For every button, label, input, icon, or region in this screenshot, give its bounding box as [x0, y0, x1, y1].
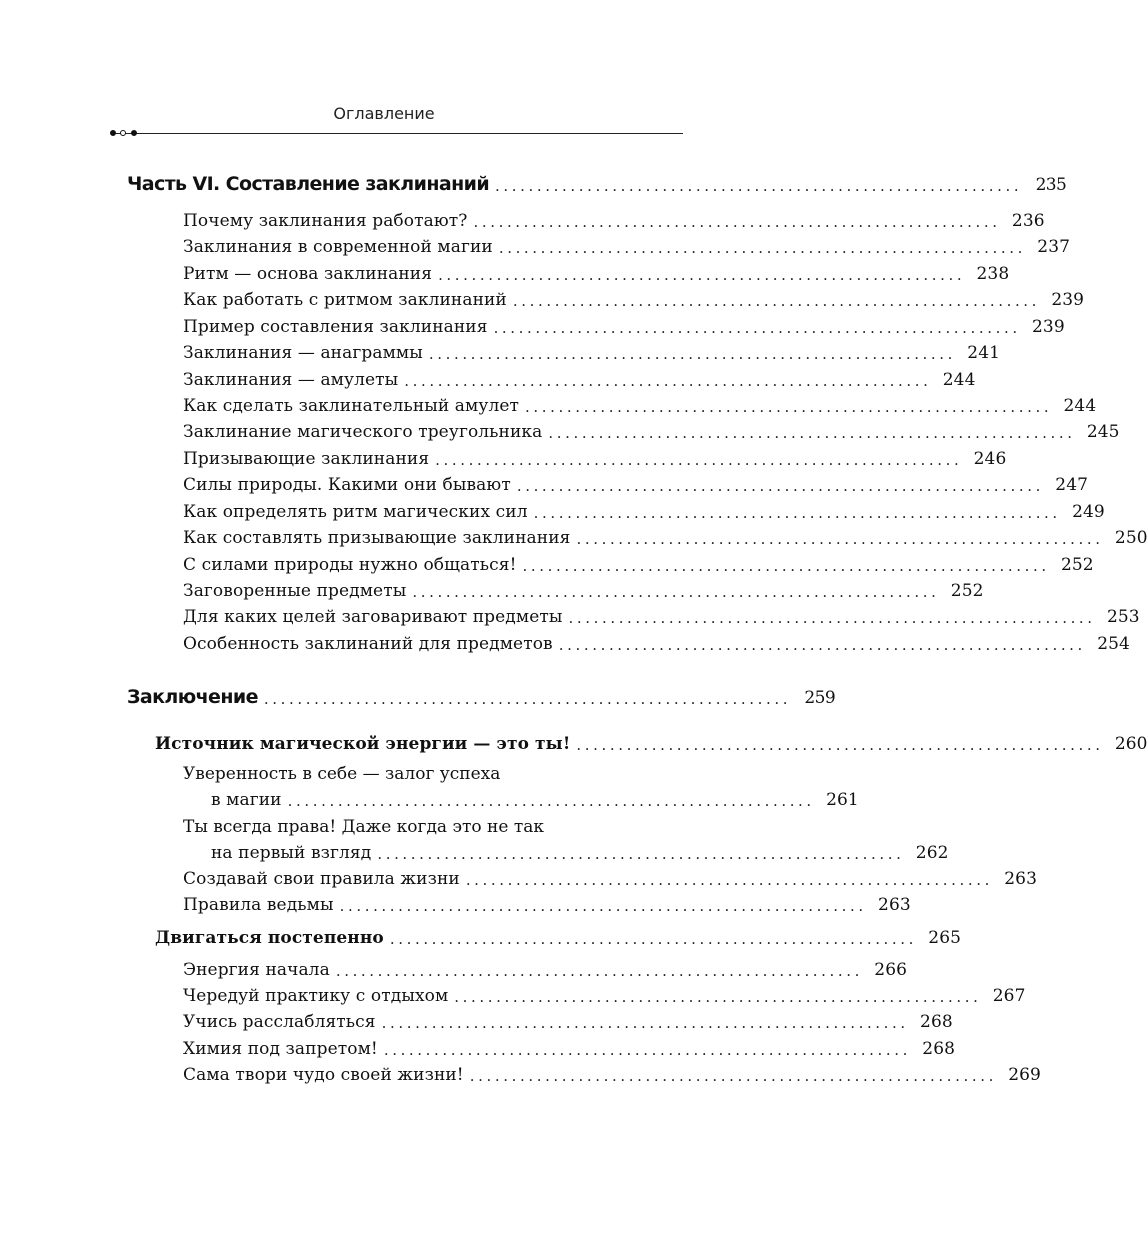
toc-page: 265 — [928, 928, 962, 948]
toc-entry[interactable] — [183, 264, 1010, 284]
toc-page: 249 — [1072, 502, 1105, 522]
toc-entry[interactable] — [183, 634, 1130, 654]
toc-page: 252 — [1060, 555, 1094, 575]
toc-title: Заклинания — анаграммы — [183, 343, 423, 363]
toc-entry[interactable] — [183, 211, 1045, 231]
toc-entry[interactable] — [183, 960, 908, 980]
toc-page: 244 — [1063, 396, 1097, 416]
dot-leader: ............................................................... — [335, 962, 864, 980]
toc-title: Правила ведьмы — [183, 895, 334, 915]
toc-chapter[interactable] — [155, 734, 1148, 754]
toc-title: Заклинания в современной магии — [183, 237, 493, 257]
dot-leader: ............................................................... — [525, 398, 1053, 416]
dot-leader: ............................................................... — [438, 266, 966, 284]
toc-page: 269 — [1008, 1065, 1041, 1085]
dot-leader: ............................................................... — [493, 319, 1021, 337]
toc-entry[interactable] — [183, 869, 1038, 889]
toc-page: 235 — [1035, 175, 1067, 195]
toc-part[interactable] — [127, 686, 836, 708]
toc-page: 236 — [1011, 211, 1045, 231]
toc-title: Как сделать заклинательный амулет — [183, 396, 520, 416]
toc-page: 262 — [915, 843, 949, 863]
toc-entry[interactable] — [183, 396, 1097, 416]
toc-title: Учись расслабляться — [183, 1012, 376, 1032]
toc-title: Заговоренные предметы — [183, 581, 407, 601]
toc-entry[interactable] — [183, 502, 1105, 522]
ornament-dot — [110, 130, 116, 136]
toc-page: 238 — [976, 264, 1010, 284]
toc-title: Силы природы. Какими они бывают — [183, 475, 511, 495]
toc-title: Энергия начала — [183, 960, 330, 980]
dot-leader: ............................................................... — [548, 424, 1076, 442]
ornament-dot — [131, 130, 137, 136]
toc-title: Источник магической энергии — это ты! — [155, 734, 571, 754]
toc-page: 268 — [922, 1039, 956, 1059]
dot-leader: ............................................................... — [495, 177, 1023, 195]
toc-page: 263 — [878, 895, 911, 915]
toc-title: Пример составления заклинания — [183, 317, 488, 337]
toc-title-continuation: в магии — [211, 790, 282, 810]
toc-page: 252 — [950, 581, 984, 601]
toc-page: 266 — [874, 960, 908, 980]
toc-page: 237 — [1037, 237, 1071, 257]
dot-leader: ............................................................... — [576, 530, 1104, 548]
toc-page: 261 — [826, 790, 859, 810]
toc-entry[interactable] — [183, 237, 1071, 257]
dot-leader: ............................................................... — [516, 477, 1045, 495]
dot-leader: ............................................................... — [465, 871, 994, 889]
dot-leader: ............................................................... — [381, 1014, 909, 1032]
dot-leader: ............................................................... — [522, 557, 1050, 575]
toc-entry[interactable] — [183, 555, 1094, 575]
toc-page: 250 — [1114, 528, 1148, 548]
dot-leader: ............................................................... — [558, 636, 1086, 654]
dot-leader: ............................................................... — [263, 690, 792, 708]
toc-entry[interactable] — [183, 528, 1148, 548]
toc-title: Заклинания — амулеты — [183, 370, 399, 390]
dot-leader: ............................................................... — [498, 239, 1027, 257]
dot-leader: ............................................................... — [568, 609, 1096, 627]
toc-title: Для каких целей заговаривают предметы — [183, 607, 563, 627]
dot-leader: ............................................................... — [404, 372, 932, 390]
toc-title: Ритм — основа заклинания — [183, 264, 433, 284]
toc-page: 267 — [992, 986, 1026, 1006]
toc-entry[interactable] — [183, 607, 1140, 627]
toc-title: Как определять ритм магических сил — [183, 502, 528, 522]
toc-title: Двигаться постепенно — [155, 928, 384, 948]
toc-entry[interactable] — [183, 895, 911, 915]
toc-page: 247 — [1055, 475, 1089, 495]
toc-title: Как составлять призывающие заклинания — [183, 528, 571, 548]
dot-leader: ............................................................... — [473, 213, 1001, 231]
toc-entry[interactable] — [183, 1012, 953, 1032]
dot-leader: ............................................................... — [469, 1067, 997, 1085]
toc-page: 254 — [1097, 634, 1130, 654]
toc-title: Как работать с ритмом заклинаний — [183, 290, 507, 310]
dot-leader: ............................................................... — [454, 988, 982, 1006]
toc-page: 268 — [920, 1012, 953, 1032]
toc-title: С силами природы нужно общаться! — [183, 555, 517, 575]
toc-entry[interactable] — [183, 449, 1007, 469]
toc-entry[interactable] — [211, 790, 859, 810]
toc-page: 245 — [1086, 422, 1120, 442]
toc-title: Заклинание магического треугольника — [183, 422, 543, 442]
toc-title: Химия под запретом! — [183, 1039, 378, 1059]
toc-title: Особенность заклинаний для предметов — [183, 634, 553, 654]
ornament-dots — [110, 128, 150, 140]
toc-entry[interactable] — [183, 370, 976, 390]
dot-leader: ............................................................... — [383, 1041, 912, 1059]
toc-title: Создавай свои правила жизни — [183, 869, 460, 889]
dot-leader: ............................................................... — [435, 451, 963, 469]
toc-chapter[interactable] — [155, 928, 962, 948]
toc-entry[interactable] — [183, 986, 1026, 1006]
toc-page: 239 — [1032, 317, 1065, 337]
toc-entry[interactable] — [183, 1065, 1041, 1085]
toc-title: Чередуй практику с отдыхом — [183, 986, 449, 1006]
toc-title: Призывающие заклинания — [183, 449, 430, 469]
dot-leader: ............................................................... — [389, 930, 918, 948]
toc-page: 241 — [967, 343, 1001, 363]
toc-entry[interactable] — [183, 1039, 956, 1059]
toc-page: 239 — [1051, 290, 1085, 310]
toc-title: Почему заклинания работают? — [183, 211, 468, 231]
toc-entry[interactable] — [183, 581, 984, 601]
toc-title: Заключение — [127, 686, 258, 708]
toc-page: 259 — [804, 688, 836, 708]
toc-entry[interactable] — [183, 317, 1065, 337]
dot-leader: ............................................................... — [339, 897, 867, 915]
toc-entry[interactable] — [183, 422, 1120, 442]
toc-entry[interactable] — [183, 475, 1089, 495]
toc-entry[interactable] — [183, 290, 1085, 310]
dot-leader: ............................................................... — [533, 504, 1061, 522]
dot-leader: ............................................................... — [377, 845, 905, 863]
toc-title: Сама твори чудо своей жизни! — [183, 1065, 464, 1085]
ornament-dot-hollow — [120, 130, 126, 136]
toc-title-line1[interactable]: Ты всегда права! Даже когда это не так — [183, 817, 544, 837]
toc-entry[interactable] — [211, 843, 949, 863]
running-header: Оглавление — [333, 104, 435, 123]
toc-page: 253 — [1106, 607, 1140, 627]
toc-page: 263 — [1004, 869, 1038, 889]
toc-title: Часть VI. Составление заклинаний — [127, 173, 490, 195]
toc-page: 246 — [973, 449, 1007, 469]
header-rule — [113, 133, 683, 134]
dot-leader: ............................................................... — [512, 292, 1041, 310]
toc-part[interactable] — [127, 173, 1067, 195]
dot-leader: ............................................................... — [428, 345, 957, 363]
toc-title-line1[interactable]: Уверенность в себе — залог успеха — [183, 764, 501, 784]
toc-entry[interactable] — [183, 343, 1001, 363]
dot-leader: ............................................................... — [412, 583, 940, 601]
dot-leader: ............................................................... — [287, 792, 815, 810]
toc-page: 244 — [942, 370, 976, 390]
toc-page: 260 — [1114, 734, 1148, 754]
dot-leader: ............................................................... — [576, 736, 1104, 754]
toc-title-continuation: на первый взгляд — [211, 843, 372, 863]
